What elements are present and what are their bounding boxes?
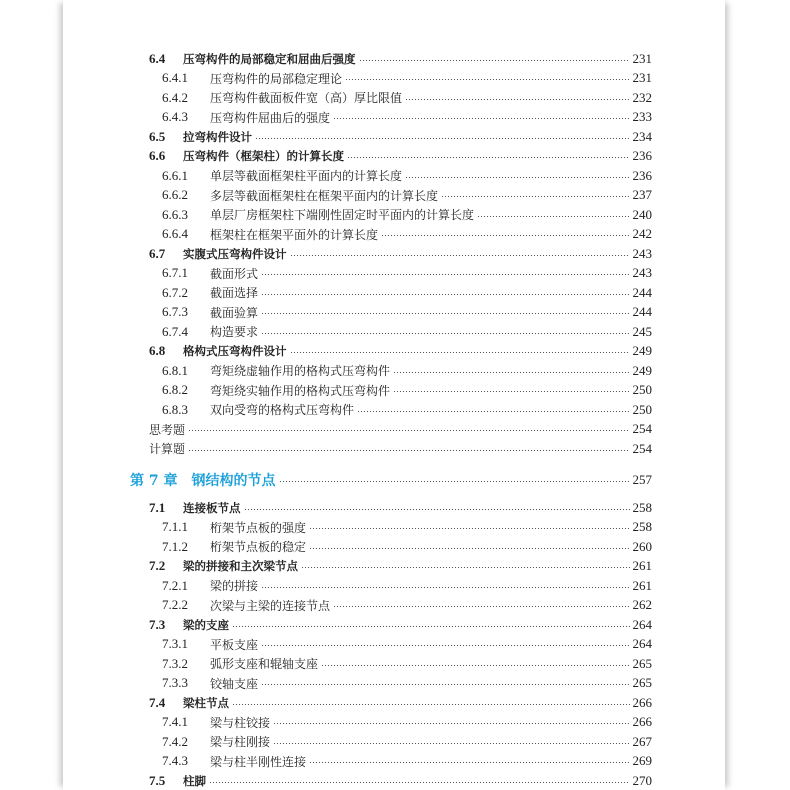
toc-entry-section[interactable] bbox=[149, 615, 652, 634]
document-page bbox=[63, 0, 725, 790]
dot-leader bbox=[188, 450, 629, 451]
entry-title: 梁的支座 bbox=[183, 617, 229, 632]
entry-title: 实腹式压弯构件设计 bbox=[183, 246, 287, 261]
toc-entry-subsection[interactable] bbox=[162, 518, 652, 537]
entry-number: 6.7.1 bbox=[162, 265, 188, 280]
entry-number: 6.5 bbox=[149, 128, 166, 144]
entry-number: 6.6.4 bbox=[162, 226, 188, 241]
entry-number: 7.3 bbox=[149, 616, 166, 632]
entry-page: 254 bbox=[632, 421, 652, 436]
toc-entry-subsection[interactable] bbox=[162, 166, 652, 185]
dot-leader bbox=[273, 723, 629, 724]
entry-title: 压弯构件屈曲后的强度 bbox=[210, 110, 331, 125]
entry-title: 计算题 bbox=[149, 442, 186, 456]
entry-page: 249 bbox=[632, 362, 652, 378]
dot-leader bbox=[357, 411, 629, 412]
dot-leader bbox=[290, 255, 630, 256]
entry-page: 267 bbox=[632, 733, 652, 749]
entry-number: 7.2.1 bbox=[162, 577, 188, 593]
toc-entry-section[interactable] bbox=[149, 693, 652, 712]
toc-entry-subsection[interactable] bbox=[162, 732, 652, 751]
dot-leader bbox=[261, 684, 629, 685]
entry-number: 7.5 bbox=[149, 772, 166, 788]
entry-title: 截面选择 bbox=[210, 286, 259, 300]
entry-number: 7.2.2 bbox=[162, 597, 188, 612]
dot-leader bbox=[321, 665, 629, 666]
dot-leader bbox=[345, 79, 629, 80]
entry-title: 格构式压弯构件设计 bbox=[183, 344, 287, 358]
entry-title: 思考题 bbox=[149, 422, 186, 437]
toc-entry-subsection[interactable] bbox=[162, 361, 652, 380]
entry-title: 梁与柱刚接 bbox=[210, 735, 271, 749]
dot-leader bbox=[393, 391, 629, 392]
toc-entry-subsection[interactable] bbox=[162, 186, 652, 205]
entry-page: 250 bbox=[632, 382, 652, 397]
entry-page: 264 bbox=[632, 616, 652, 632]
entry-page: 231 bbox=[632, 50, 652, 66]
dot-leader bbox=[261, 294, 629, 295]
entry-title: 多层等截面框架柱在框架平面内的计算长度 bbox=[210, 188, 439, 203]
entry-title: 梁与柱铰接 bbox=[210, 715, 271, 730]
entry-page: 236 bbox=[632, 148, 652, 163]
entry-title: 梁的拼接和主次梁节点 bbox=[183, 559, 298, 573]
toc-entry-subsection[interactable] bbox=[162, 205, 652, 224]
entry-number: 7.2 bbox=[149, 558, 166, 573]
entry-title: 拉弯构件设计 bbox=[183, 129, 252, 144]
dot-leader bbox=[405, 99, 629, 100]
dot-leader bbox=[393, 372, 629, 373]
entry-title: 柱脚 bbox=[183, 773, 206, 788]
entry-number: 7.1 bbox=[149, 499, 166, 515]
entry-page: 232 bbox=[632, 89, 652, 105]
dot-leader bbox=[309, 762, 629, 763]
entry-title: 弧形支座和辊轴支座 bbox=[210, 657, 319, 671]
entry-page: 254 bbox=[632, 440, 652, 456]
entry-page: 269 bbox=[632, 753, 652, 768]
toc-entry-subsection[interactable] bbox=[162, 596, 652, 615]
entry-number: 6.4.1 bbox=[162, 70, 188, 85]
toc-entry-section[interactable] bbox=[149, 244, 652, 263]
dot-leader bbox=[255, 138, 630, 139]
entry-title: 压弯构件截面板件宽（高）厚比限值 bbox=[210, 91, 403, 105]
dot-leader bbox=[477, 216, 629, 217]
entry-page: 257 bbox=[632, 472, 652, 487]
dot-leader bbox=[309, 548, 629, 549]
entry-page: 250 bbox=[632, 401, 652, 417]
toc-entry-subsection[interactable] bbox=[162, 108, 652, 127]
toc-entry-subsection[interactable] bbox=[162, 303, 652, 322]
entry-title: 构造要求 bbox=[210, 325, 259, 339]
toc-entry-section[interactable] bbox=[149, 498, 652, 517]
toc-entry-subsection[interactable] bbox=[162, 713, 652, 732]
toc-entry-subsection[interactable] bbox=[162, 88, 652, 107]
toc-entry-subsection[interactable] bbox=[162, 381, 652, 400]
dot-leader bbox=[290, 352, 630, 353]
dot-leader bbox=[359, 60, 630, 61]
entry-title: 桁架节点板的强度 bbox=[210, 520, 307, 535]
entry-number: 6.7 bbox=[149, 245, 166, 261]
entry-number: 6.8.1 bbox=[162, 362, 188, 378]
entry-title: 梁的拼接 bbox=[210, 579, 259, 593]
toc-entry-chapter[interactable] bbox=[130, 469, 652, 491]
dot-leader bbox=[441, 196, 629, 197]
toc-entry-subsection[interactable] bbox=[162, 225, 652, 244]
entry-number: 6.4.3 bbox=[162, 109, 188, 124]
toc-entry-section[interactable] bbox=[149, 127, 652, 146]
toc-entry-exercises[interactable] bbox=[149, 439, 652, 458]
entry-page: 236 bbox=[632, 167, 652, 183]
entry-number: 7.1.1 bbox=[162, 519, 188, 534]
entry-title: 截面验算 bbox=[210, 305, 259, 320]
entry-title: 铰轴支座 bbox=[210, 676, 259, 691]
toc-entry-subsection[interactable] bbox=[162, 537, 652, 556]
entry-page: 266 bbox=[632, 714, 652, 729]
dot-leader bbox=[232, 704, 630, 705]
dot-leader bbox=[347, 157, 630, 158]
entry-page: 249 bbox=[632, 343, 652, 358]
entry-title: 压弯构件的局部稳定理论 bbox=[210, 71, 343, 86]
entry-page: 258 bbox=[632, 499, 652, 515]
dot-leader bbox=[279, 481, 630, 482]
entry-title: 弯矩绕实轴作用的格构式压弯构件 bbox=[210, 383, 391, 398]
entry-number: 7.1.2 bbox=[162, 538, 188, 554]
toc-entry-section[interactable] bbox=[149, 557, 652, 576]
entry-page: 240 bbox=[632, 206, 652, 222]
toc-entry-subsection[interactable] bbox=[162, 69, 652, 88]
toc-entry-subsection[interactable] bbox=[162, 654, 652, 673]
entry-title: 次梁与主梁的连接节点 bbox=[210, 598, 331, 613]
entry-page: 244 bbox=[632, 304, 652, 319]
entry-title: 连接板节点 bbox=[183, 500, 241, 515]
entry-number: 7.4 bbox=[149, 694, 166, 710]
entry-title: 单层等截面框架柱平面内的计算长度 bbox=[210, 169, 403, 183]
entry-page: 265 bbox=[632, 655, 652, 671]
dot-leader bbox=[209, 782, 630, 783]
entry-title: 平板支座 bbox=[210, 637, 259, 652]
entry-title: 压弯构件（框架柱）的计算长度 bbox=[183, 149, 344, 163]
chapter-title: 钢结构的节点 bbox=[191, 473, 276, 489]
entry-page: 260 bbox=[632, 538, 652, 554]
entry-page: 243 bbox=[632, 245, 652, 261]
entry-title: 弯矩绕虚轴作用的格构式压弯构件 bbox=[210, 364, 391, 378]
entry-page: 245 bbox=[632, 323, 652, 339]
entry-number: 6.8 bbox=[149, 343, 166, 358]
entry-page: 237 bbox=[632, 187, 652, 202]
dot-leader bbox=[188, 430, 629, 431]
entry-page: 242 bbox=[632, 226, 652, 241]
entry-title: 桁架节点板的稳定 bbox=[210, 540, 307, 554]
toc-entry-subsection[interactable] bbox=[162, 400, 652, 419]
entry-page: 233 bbox=[632, 109, 652, 124]
dot-leader bbox=[309, 528, 629, 529]
toc-entry-section[interactable] bbox=[149, 771, 652, 790]
dot-leader bbox=[273, 743, 629, 744]
entry-title: 截面形式 bbox=[210, 266, 259, 281]
entry-number: 7.4.3 bbox=[162, 753, 188, 768]
entry-number: 6.7.3 bbox=[162, 304, 188, 319]
dot-leader bbox=[261, 333, 629, 334]
entry-number: 6.6.3 bbox=[162, 206, 188, 222]
toc-entry-subsection[interactable] bbox=[162, 635, 652, 654]
toc-entry-section[interactable] bbox=[149, 147, 652, 166]
entry-number: 7.3.3 bbox=[162, 675, 188, 690]
entry-title: 双向受弯的格构式压弯构件 bbox=[210, 403, 355, 417]
entry-number: 7.4.1 bbox=[162, 714, 188, 729]
toc-entry-section[interactable] bbox=[149, 342, 652, 361]
entry-page: 265 bbox=[632, 675, 652, 690]
entry-page: 261 bbox=[632, 577, 652, 593]
entry-number: 6.7.2 bbox=[162, 284, 188, 300]
toc-entry-subsection[interactable] bbox=[162, 283, 652, 302]
entry-number: 6.8.2 bbox=[162, 382, 188, 397]
toc-entry-subsection[interactable] bbox=[162, 322, 652, 341]
dot-leader bbox=[333, 606, 629, 607]
entry-number: 6.7.4 bbox=[162, 323, 188, 339]
entry-number: 7.4.2 bbox=[162, 733, 188, 749]
entry-title: 压弯构件的局部稳定和屈曲后强度 bbox=[183, 51, 356, 66]
entry-title: 梁柱节点 bbox=[183, 695, 229, 710]
dot-leader bbox=[261, 587, 629, 588]
toc-entry-section[interactable] bbox=[149, 49, 652, 68]
entry-page: 266 bbox=[632, 694, 652, 710]
entry-page: 234 bbox=[632, 128, 652, 144]
dot-leader bbox=[301, 567, 630, 568]
dot-leader bbox=[405, 177, 629, 178]
toc-entry-subsection[interactable] bbox=[162, 674, 652, 693]
dot-leader bbox=[261, 313, 629, 314]
entry-page: 244 bbox=[632, 284, 652, 300]
entry-number: 7.3.1 bbox=[162, 636, 188, 651]
dot-leader bbox=[333, 118, 629, 119]
entry-number: 6.6.2 bbox=[162, 187, 188, 202]
entry-number: 6.4 bbox=[149, 50, 166, 66]
dot-leader bbox=[232, 626, 630, 627]
entry-page: 264 bbox=[632, 636, 652, 651]
entry-title: 框架柱在框架平面外的计算长度 bbox=[210, 227, 379, 242]
toc-entry-exercises[interactable] bbox=[149, 420, 652, 439]
chapter-number: 第 7 章 bbox=[130, 473, 178, 489]
dot-leader bbox=[244, 509, 630, 510]
toc-entry-subsection[interactable] bbox=[162, 576, 652, 595]
entry-number: 6.6.1 bbox=[162, 167, 188, 183]
entry-page: 261 bbox=[632, 558, 652, 573]
entry-page: 258 bbox=[632, 519, 652, 534]
entry-page: 262 bbox=[632, 597, 652, 612]
entry-number: 6.8.3 bbox=[162, 401, 188, 417]
entry-page: 231 bbox=[632, 70, 652, 85]
entry-title: 单层厂房框架柱下端刚性固定时平面内的计算长度 bbox=[210, 208, 475, 222]
entry-number: 6.4.2 bbox=[162, 89, 188, 105]
dot-leader bbox=[381, 235, 629, 236]
entry-title: 梁与柱半刚性连接 bbox=[210, 754, 307, 769]
dot-leader bbox=[261, 645, 629, 646]
entry-page: 270 bbox=[632, 772, 652, 788]
entry-number: 7.3.2 bbox=[162, 655, 188, 671]
toc-entry-subsection[interactable] bbox=[162, 752, 652, 771]
entry-page: 243 bbox=[632, 265, 652, 280]
toc-entry-subsection[interactable] bbox=[162, 264, 652, 283]
entry-number: 6.6 bbox=[149, 148, 166, 163]
dot-leader bbox=[261, 274, 629, 275]
